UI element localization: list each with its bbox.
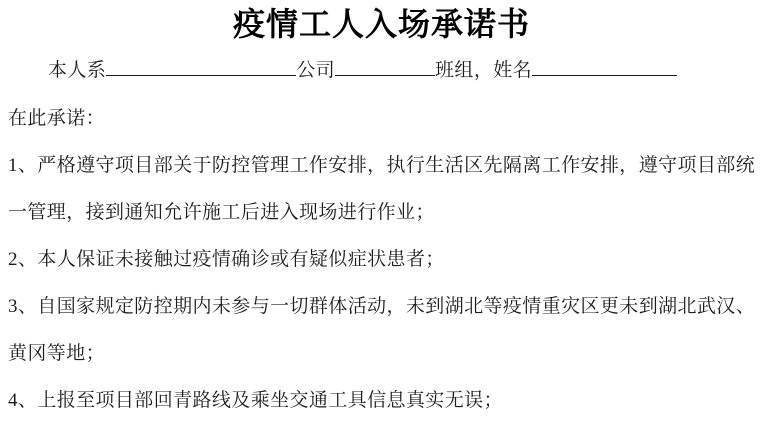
- company-label: 公司: [296, 60, 336, 81]
- intro-line: [8, 58, 755, 84]
- promise-heading: 在此承诺：: [8, 108, 106, 129]
- commitment-item-4-line-1: 4、上报至项目部回青路线及乘坐交通工具信息真实无误；: [8, 390, 503, 411]
- team-name-label: 班组，姓名: [435, 60, 533, 81]
- document-title: 疫情工人入场承诺书: [232, 6, 530, 42]
- commitment-body: [8, 95, 755, 424]
- commitment-item-3-line-2: 黄冈等地；: [8, 343, 106, 364]
- commitment-item-1-line-2: 一管理，接到通知允许施工后进入现场进行作业；: [8, 202, 435, 223]
- commitment-item-2-line-1: 2、本人保证未接触过疫情确诊或有疑似症状患者；: [8, 249, 445, 270]
- company-name-blank[interactable]: [106, 73, 296, 76]
- commitment-item-1-line-1: 1、严格遵守项目部关于防控管理工作安排，执行生活区先隔离工作安排，遵守项目部统: [8, 155, 756, 176]
- intro-prefix-label: 本人系: [48, 60, 107, 81]
- team-blank[interactable]: [335, 73, 435, 76]
- commitment-item-3-line-1: 3、自国家规定防控期内未参与一切群体活动，未到湖北等疫情重灾区更未到湖北武汉、: [8, 296, 756, 317]
- worker-name-blank[interactable]: [532, 73, 677, 76]
